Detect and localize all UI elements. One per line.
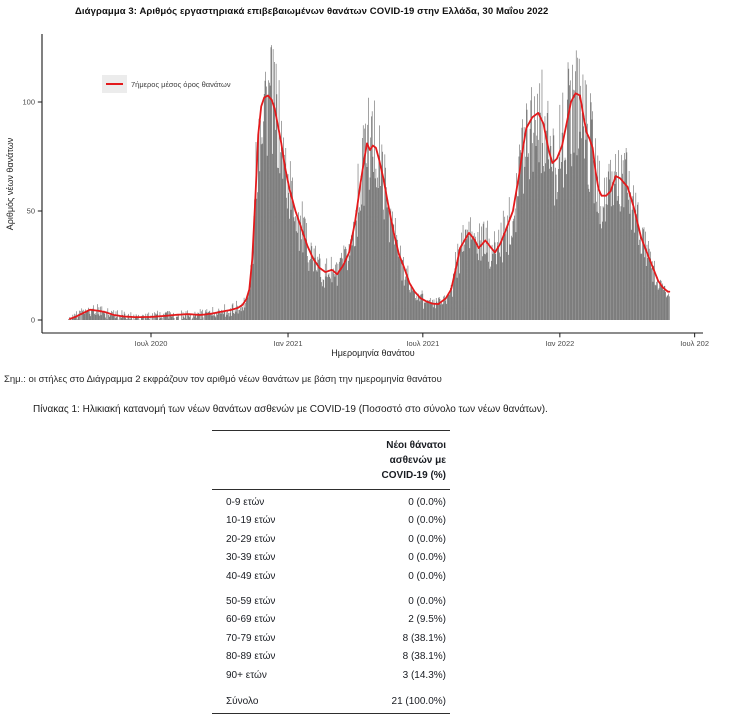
age-group-label: 20-29 ετών <box>226 533 276 545</box>
x-axis-ticks <box>135 333 709 348</box>
deaths-value: 0 (0.0%) <box>408 533 446 545</box>
table-header-line: Νέοι θάνατοι <box>386 440 446 451</box>
svg-text:Ιαν 2021: Ιαν 2021 <box>273 339 303 348</box>
age-group-label: 90+ ετών <box>226 669 267 681</box>
table-row <box>212 592 450 611</box>
svg-text:100: 100 <box>22 97 35 107</box>
deaths-value: 8 (38.1%) <box>402 651 446 663</box>
deaths-value: 3 (14.3%) <box>402 669 446 681</box>
total-value: 21 (100.0%) <box>391 695 446 707</box>
chart-note: Σημ.: οι στήλες στο Διάγραμμα 2 εκφράζουν τον αριθμό νέων θανάτων με βάση την ημερομηνία θανάτου <box>4 374 442 385</box>
age-group-label: 10-19 ετών <box>226 515 276 527</box>
x-axis-label: Ημερομηνία θανάτου <box>331 348 415 358</box>
deaths-value: 0 (0.0%) <box>408 515 446 527</box>
table-body <box>212 490 450 713</box>
table-header-line: ασθενών με <box>389 455 446 466</box>
table-row <box>212 493 450 512</box>
table-row <box>212 530 450 549</box>
age-group-label: 60-69 ετών <box>226 614 276 626</box>
deaths-value: 8 (38.1%) <box>402 632 446 644</box>
table-row <box>212 512 450 531</box>
age-group-label: 0-9 ετών <box>226 496 265 508</box>
legend <box>102 75 231 93</box>
svg-text:Ιαν 2022: Ιαν 2022 <box>545 339 575 348</box>
table-title: Πίνακας 1: Ηλικιακή κατανομή των νέων θανάτων ασθενών με COVID-19 (Ποσοστό στο σύνολο των νέων θανάτων). <box>33 404 548 415</box>
age-group-label: 70-79 ετών <box>226 632 276 644</box>
age-group-label: 80-89 ετών <box>226 651 276 663</box>
table-row <box>212 666 450 685</box>
y-axis-label: Αριθμός νέων θανάτων <box>5 137 15 231</box>
deaths-value: 0 (0.0%) <box>408 552 446 564</box>
deaths-value: 0 (0.0%) <box>408 595 446 607</box>
deaths-value: 0 (0.0%) <box>408 496 446 508</box>
svg-text:Ιουλ 2020: Ιουλ 2020 <box>134 339 168 348</box>
age-group-label: 30-39 ετών <box>226 552 276 564</box>
table-header-line: COVID-19 (%) <box>381 470 446 481</box>
table-row <box>212 629 450 648</box>
age-table <box>212 430 450 714</box>
svg-text:Ιουλ 202: Ιουλ 202 <box>680 339 710 348</box>
table-row <box>212 549 450 568</box>
svg-text:50: 50 <box>26 206 35 216</box>
chart-title: Διάγραμμα 3: Αριθμός εργαστηριακά επιβεβαιωμένων θανάτων COVID-19 στην Ελλάδα, 30 Μαΐου 2022 <box>75 6 549 17</box>
table-row <box>212 567 450 586</box>
svg-text:Ιουλ 2021: Ιουλ 2021 <box>406 339 440 348</box>
age-group-label: 40-49 ετών <box>226 570 276 582</box>
legend-label: 7ήμερος μέσος όρος θανάτων <box>131 80 231 89</box>
age-group-label: 50-59 ετών <box>226 595 276 607</box>
table-row <box>212 611 450 630</box>
deaths-value: 0 (0.0%) <box>408 570 446 582</box>
deaths-value: 2 (9.5%) <box>408 614 446 626</box>
total-label: Σύνολο <box>226 695 259 707</box>
table-header-cell <box>212 431 450 490</box>
table-row <box>212 648 450 667</box>
svg-text:0: 0 <box>30 315 35 325</box>
table-row-total <box>212 692 450 711</box>
y-axis-ticks <box>22 98 42 325</box>
